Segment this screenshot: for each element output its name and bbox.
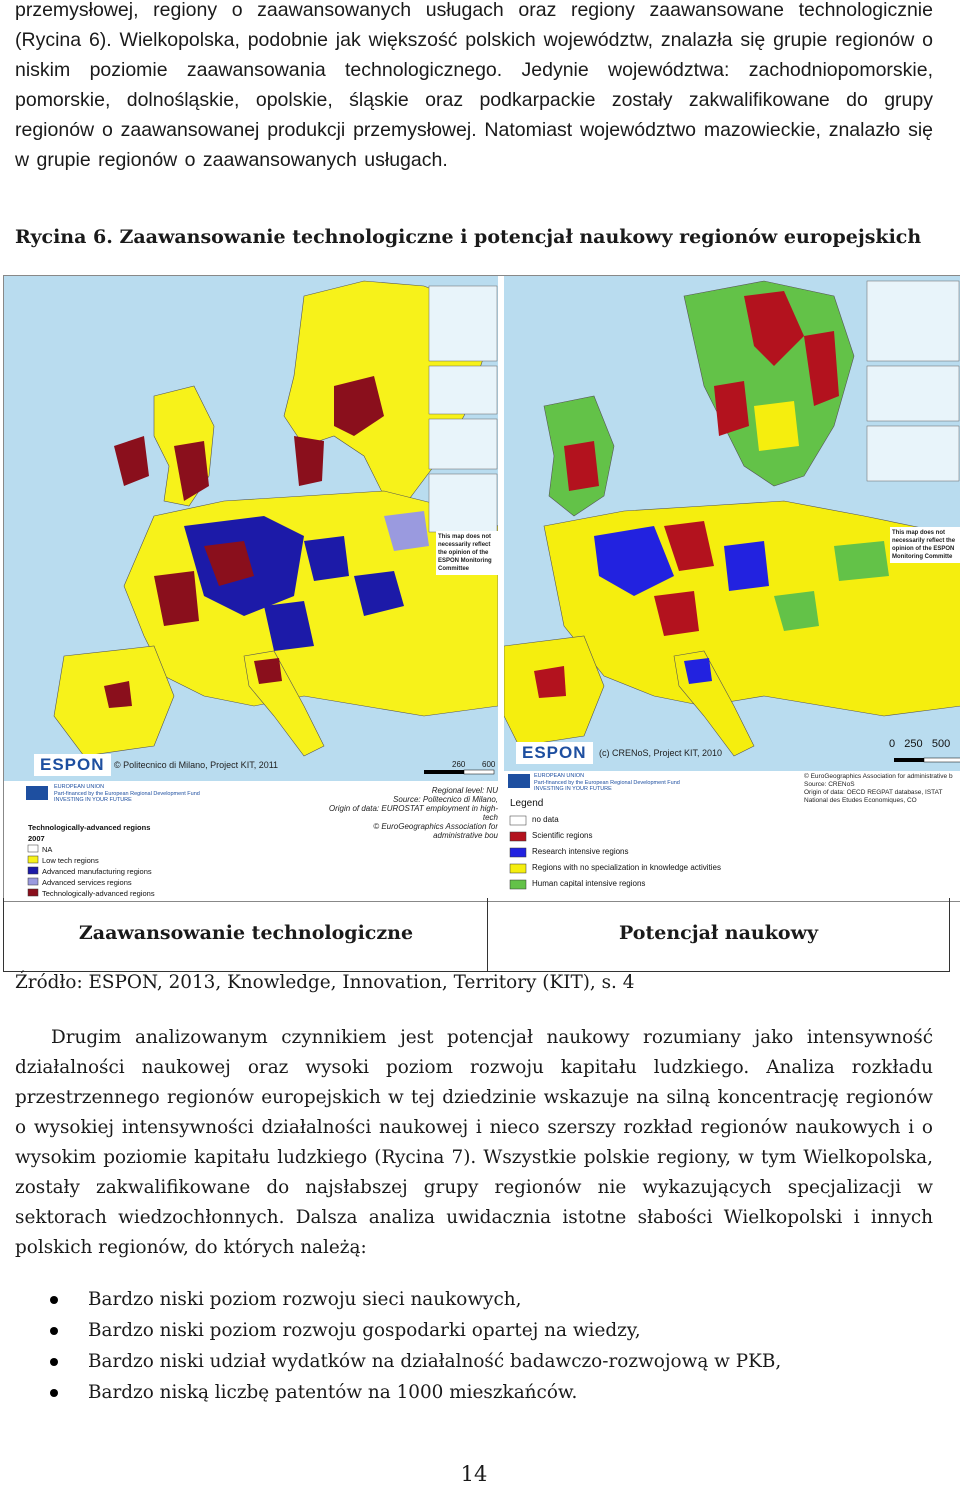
legend-year: 2007 bbox=[28, 834, 45, 843]
legend-item: Advanced manufacturing regions bbox=[42, 867, 152, 876]
bullet-icon bbox=[50, 1296, 58, 1304]
bullet-icon bbox=[50, 1327, 58, 1335]
eu-funding-text: EUROPEAN UNION Part-financed by the European Regional Development Fund INVESTING IN YOUR FUTURE bbox=[54, 784, 200, 803]
body-paragraph: Drugim analizowanym czynnikiem jest potencjał naukowy rozumiany jako intensywność działalności naukowej oraz wysoki poziom rozwoju kapitału ludzkiego. Analiza rozkładu przestrzennego regionów europejskich w tej dziedzinie wskazuje na silną koncentrację regionów o wysokiej intensywności działalności naukowej i nieco szerszy rozkład regionów naukowych i o wysokim poziomie kapitału ludzkiego (Rycina 7). Wszystkie polskie regiony, w tym Wielkopolska, zostały zakwalifikowane do najsłabszej grupy regionów nie wykazujących specjalizacji w sektorach wiedzochłonnych. Dalsza analiza uwidacznia istotne słabości Wielkopolski i innych polskich regionów, do których należą: bbox=[15, 1027, 933, 1258]
figure-source: Źródło: ESPON, 2013, Knowledge, Innovation, Territory (KIT), s. 4 bbox=[15, 972, 635, 993]
figure-title: Rycina 6. Zaawansowanie technologiczne i potencjał naukowy regionów europejskich bbox=[15, 226, 922, 248]
list-item: Bardzo niską liczbę patentów na 1000 mieszkańców. bbox=[0, 1377, 960, 1408]
map-notes: © EuroGeographics Association for administrative b Source: CRENoS Origin of data: OECD REGPAT database, ISTAT National des Etudes Economiques, CO bbox=[804, 773, 953, 804]
legend-item: Regions with no specialization in knowledge activities bbox=[532, 863, 721, 872]
legend-item: Scientific regions bbox=[532, 831, 593, 840]
map-scientific-potential bbox=[504, 276, 960, 901]
eu-funding-text: EUROPEAN UNION Part-financed by the European Regional Development Fund INVESTING IN YOUR FUTURE bbox=[534, 773, 680, 792]
bullet-icon bbox=[50, 1389, 58, 1397]
espon-logo: ESPON bbox=[516, 742, 593, 764]
caption-right-cell bbox=[487, 898, 950, 972]
map-disclaimer: This map does not necessarily reflect the opinion of the ESPON Monitoring Committe bbox=[890, 527, 960, 563]
legend-item: Human capital intensive regions bbox=[532, 879, 646, 888]
map-legend bbox=[510, 796, 721, 892]
intro-paragraph: przemysłowej, regiony o zaawansowanych usługach oraz regiony zaawansowane technologicznie (Rycina 6). Wielkopolska, podobnie jak większość polskich województw, znalazła się grupie regionów o niskim poziomie zaawansowania technologicznego. Jedynie województwa: zachodniopomorskie, pomorskie, dolnośląskie, opolskie, śląskie oraz podkarpackie zostały zakwalifikowane do grupy regionów o zaawansowanej produkcji przemysłowej. Natomiast województwo mazowieckie, znalazło się w grupie regionów o zaawansowanych usługach. bbox=[15, 0, 933, 171]
legend-item: Advanced services regions bbox=[42, 878, 132, 887]
map-technological-advancement bbox=[4, 276, 498, 901]
bullet-icon bbox=[50, 1358, 58, 1366]
list-item: Bardzo niski poziom rozwoju sieci naukowych, bbox=[0, 1284, 960, 1315]
map-disclaimer: This map does not necessarily reflect the opinion of the ESPON Monitoring Committee bbox=[436, 531, 498, 575]
legend-item: Research intensive regions bbox=[532, 847, 629, 856]
page-number: 14 bbox=[460, 1462, 488, 1486]
legend-item: Technologically-advanced regions bbox=[42, 889, 155, 898]
legend-item: no data bbox=[532, 815, 559, 824]
caption-right: Potencjał naukowy bbox=[619, 922, 818, 944]
map-notes: Regional level: NU Source: Politecnico di Milano, Origin of data: EUROSTAT employment in high-tech © EuroGeographics Association for administrative bou bbox=[328, 786, 498, 840]
legend-title: Technologically-advanced regions bbox=[28, 823, 151, 832]
list-item: Bardzo niski udział wydatków na działalność badawczo-rozwojową w PKB, bbox=[0, 1346, 960, 1377]
caption-left: Zaawansowanie technologiczne bbox=[78, 922, 414, 944]
weakness-list bbox=[0, 1284, 960, 1408]
scale-labels: 0 250 500 bbox=[889, 738, 951, 750]
map-credit: © Politecnico di Milano, Project KIT, 2011 bbox=[114, 760, 279, 770]
espon-logo: ESPON bbox=[34, 754, 111, 776]
legend-item: Low tech regions bbox=[42, 856, 99, 865]
map-credit: (c) CRENoS, Project KIT, 2010 bbox=[599, 748, 723, 758]
list-item: Bardzo niski poziom rozwoju gospodarki opartej na wiedzy, bbox=[0, 1315, 960, 1346]
figure-caption-row bbox=[3, 898, 949, 971]
legend-title: Legend bbox=[510, 798, 544, 809]
legend-item: NA bbox=[42, 845, 53, 854]
scale-label: 260 bbox=[452, 760, 466, 769]
scale-label: 600 bbox=[482, 760, 496, 769]
figure-maps bbox=[3, 275, 960, 902]
map-legend bbox=[28, 822, 155, 899]
caption-left-cell bbox=[3, 898, 488, 972]
